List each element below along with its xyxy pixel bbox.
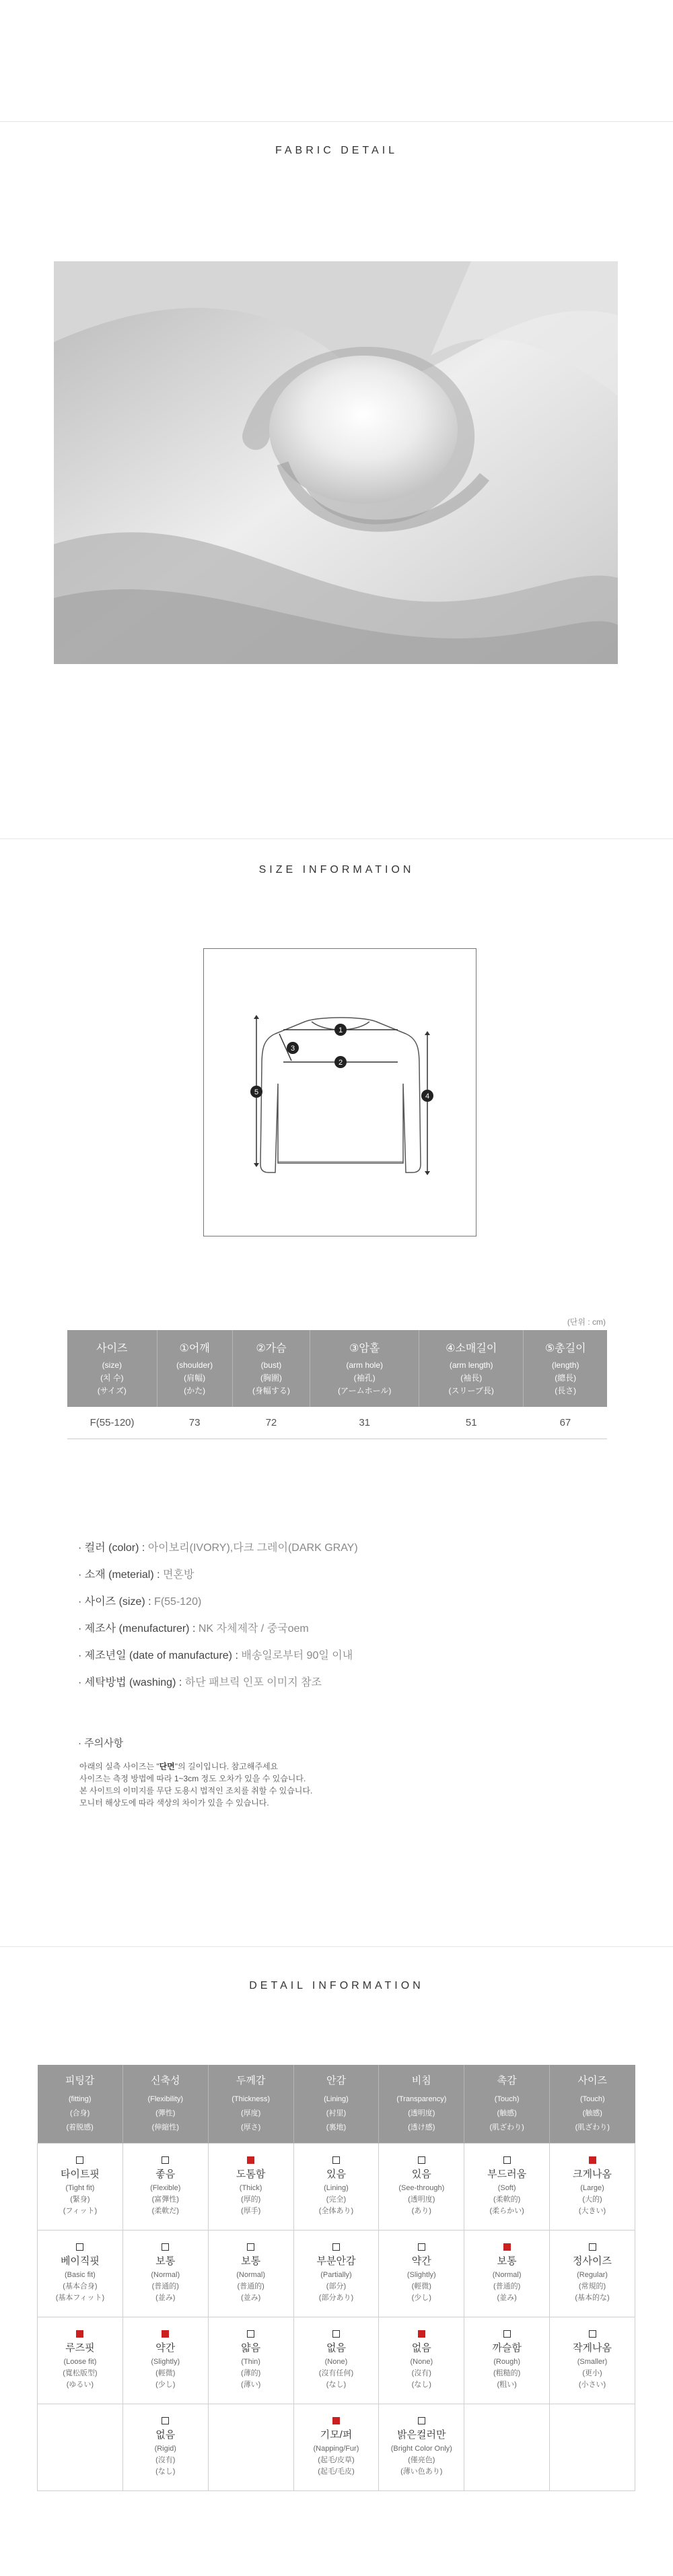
detail-header-sub: (肌ざわり) bbox=[489, 2123, 524, 2132]
detail-cell bbox=[379, 2404, 464, 2491]
checkbox-icon bbox=[418, 2243, 425, 2251]
detail-header-cell bbox=[464, 2065, 550, 2144]
size-information-title: SIZE INFORMATION bbox=[258, 864, 415, 876]
detail-option-sub: (更小) bbox=[582, 2369, 602, 2377]
checkbox-icon bbox=[589, 2330, 596, 2338]
detail-option-sub: (Tight fit) bbox=[65, 2184, 95, 2192]
notice-body bbox=[79, 1760, 312, 1809]
checkbox-icon bbox=[332, 2330, 340, 2338]
notice-line: 사이즈는 측정 방법에 따라 1~3cm 정도 오차가 있을 수 있습니다. bbox=[79, 1774, 306, 1783]
detail-option-sub: (小さい) bbox=[578, 2381, 606, 2389]
notice-line: 본 사이트의 이미지를 무단 도용시 법적인 조치를 취할 수 있습니다. bbox=[79, 1786, 313, 1795]
size-header-sub: (size) bbox=[102, 1360, 122, 1370]
detail-option-sub: (並み) bbox=[497, 2294, 517, 2302]
marker-5-label: 5 bbox=[254, 1088, 259, 1096]
detail-option-sub: (Napping/Fur) bbox=[313, 2445, 359, 2453]
detail-option-sub: (部分あり) bbox=[318, 2294, 354, 2302]
product-info bbox=[78, 1539, 358, 1700]
size-header-cell bbox=[524, 1330, 607, 1407]
detail-row bbox=[38, 2317, 635, 2404]
size-diagram bbox=[203, 948, 476, 1236]
detail-option-sub: (Basic fit) bbox=[65, 2271, 96, 2279]
detail-cell bbox=[293, 2231, 379, 2317]
detail-option-sub: (厚的) bbox=[240, 2195, 261, 2204]
detail-option-sub: (少し) bbox=[411, 2294, 431, 2302]
marker-1 bbox=[334, 1024, 347, 1036]
detail-header-main: 촉감 bbox=[497, 2075, 517, 2086]
detail-cell bbox=[293, 2144, 379, 2231]
detail-option-sub: (柔らかい) bbox=[489, 2207, 524, 2215]
detail-cell bbox=[550, 2317, 635, 2404]
detail-option-label: 까슬함 bbox=[492, 2342, 522, 2354]
checkbox-icon bbox=[332, 2243, 340, 2251]
checkbox-icon bbox=[503, 2156, 511, 2164]
size-cell: 72 bbox=[232, 1407, 310, 1439]
detail-header-sub: (彈性) bbox=[155, 2109, 176, 2117]
size-header-cell bbox=[419, 1330, 524, 1407]
detail-header-sub: (厚度) bbox=[240, 2109, 261, 2117]
detail-option-label: 약간 bbox=[411, 2255, 431, 2267]
size-header-sub: (치 수) bbox=[100, 1373, 124, 1383]
detail-option-sub: (普通的) bbox=[151, 2282, 179, 2290]
checkbox-icon bbox=[589, 2243, 596, 2251]
size-cell: 73 bbox=[157, 1407, 232, 1439]
detail-cell bbox=[38, 2231, 123, 2317]
size-header-main: 사이즈 bbox=[96, 1343, 128, 1354]
detail-header-cell bbox=[38, 2065, 123, 2144]
marker-3 bbox=[287, 1042, 299, 1054]
divider bbox=[0, 121, 673, 122]
detail-cell bbox=[379, 2144, 464, 2231]
detail-option-label: 작게나옴 bbox=[573, 2342, 612, 2354]
detail-header-sub: (Flexibility) bbox=[147, 2095, 184, 2103]
detail-option-sub: (Lining) bbox=[324, 2184, 349, 2192]
size-header-sub: (スリーブ長) bbox=[448, 1386, 494, 1395]
detail-header-sub: (透け感) bbox=[408, 2123, 435, 2132]
marker-2-label: 2 bbox=[338, 1059, 343, 1067]
notice-line bbox=[79, 1760, 312, 1773]
detail-cell bbox=[208, 2317, 293, 2404]
product-info-value: NK 자체제작 / 중국oem bbox=[198, 1623, 309, 1634]
detail-cell bbox=[550, 2404, 635, 2491]
detail-header-main: 안감 bbox=[326, 2075, 346, 2086]
detail-cell bbox=[208, 2231, 293, 2317]
detail-option-label: 기모/퍼 bbox=[320, 2429, 353, 2441]
detail-option-sub: (富彈性) bbox=[151, 2195, 179, 2204]
marker-5 bbox=[250, 1086, 262, 1098]
detail-option-label: 보통 bbox=[241, 2255, 261, 2267]
detail-option-label: 없음 bbox=[326, 2342, 346, 2354]
detail-cell bbox=[208, 2404, 293, 2491]
detail-cell bbox=[208, 2144, 293, 2231]
detail-option-sub: (薄的) bbox=[240, 2369, 261, 2377]
detail-option-label: 있음 bbox=[411, 2169, 431, 2180]
detail-option-sub: (沒有) bbox=[155, 2456, 176, 2464]
detail-cell bbox=[550, 2144, 635, 2231]
checkbox-icon bbox=[247, 2243, 254, 2251]
detail-option-label: 없음 bbox=[411, 2342, 431, 2354]
detail-option-sub: (大きい) bbox=[578, 2207, 606, 2215]
product-info-label: · 제조년일 (date of manufacture) : bbox=[78, 1650, 242, 1661]
detail-option-sub: (Large) bbox=[580, 2184, 604, 2192]
size-header-sub: (かた) bbox=[184, 1386, 206, 1395]
marker-1-label: 1 bbox=[338, 1026, 343, 1034]
size-table-header bbox=[67, 1330, 607, 1407]
detail-option-sub: (Soft) bbox=[497, 2184, 516, 2192]
size-header-cell bbox=[67, 1330, 157, 1407]
size-header-sub: (length) bbox=[551, 1360, 579, 1370]
detail-option-sub: (Bright Color Only) bbox=[390, 2445, 452, 2453]
detail-table bbox=[37, 2065, 635, 2491]
detail-cell bbox=[122, 2317, 208, 2404]
detail-cell bbox=[293, 2317, 379, 2404]
size-header-sub: (arm hole) bbox=[346, 1360, 384, 1370]
detail-option-label: 정사이즈 bbox=[573, 2255, 612, 2267]
size-header-cell bbox=[232, 1330, 310, 1407]
detail-header-cell bbox=[122, 2065, 208, 2144]
product-info-value: 면혼방 bbox=[163, 1569, 194, 1581]
detail-header-sub: (着脱感) bbox=[66, 2123, 94, 2132]
detail-option-sub: (輕微) bbox=[155, 2369, 176, 2377]
detail-header-sub: (触感) bbox=[497, 2109, 517, 2117]
detail-option-sub: (並み) bbox=[155, 2294, 176, 2302]
detail-option-sub: (寬松版型) bbox=[63, 2369, 98, 2377]
checkbox-icon bbox=[418, 2156, 425, 2164]
size-header-sub: (總長) bbox=[555, 1373, 577, 1383]
detail-option-label: 있음 bbox=[326, 2169, 346, 2180]
detail-option-sub: (少し) bbox=[155, 2381, 176, 2389]
detail-option-sub: (柔軟的) bbox=[493, 2195, 521, 2204]
detail-header-main: 두께감 bbox=[236, 2075, 266, 2086]
detail-option-sub: (Rough) bbox=[493, 2358, 521, 2366]
detail-cell bbox=[464, 2144, 550, 2231]
checkbox-icon bbox=[162, 2417, 169, 2424]
detail-option-sub: (透明度) bbox=[408, 2195, 435, 2204]
notice-text: 아래의 실측 사이즈는 " bbox=[79, 1762, 160, 1771]
detail-option-sub: (部分) bbox=[326, 2282, 347, 2290]
detail-option-sub: (基本合身) bbox=[63, 2282, 98, 2290]
checked-box-icon bbox=[332, 2417, 340, 2424]
detail-option-sub: (薄い) bbox=[240, 2381, 261, 2389]
detail-option-sub: (沒有) bbox=[411, 2369, 431, 2377]
detail-option-sub: (薄い色あり) bbox=[400, 2468, 443, 2476]
size-header-sub: (身幅する) bbox=[252, 1386, 290, 1395]
detail-header-sub: (触感) bbox=[582, 2109, 602, 2117]
checked-box-icon bbox=[76, 2330, 83, 2338]
size-header-main: ③암홀 bbox=[349, 1343, 380, 1354]
size-header-sub: (肩幅) bbox=[184, 1373, 206, 1383]
detail-cell bbox=[379, 2317, 464, 2404]
detail-option-sub: (Regular) bbox=[577, 2271, 608, 2279]
detail-option-sub: (Slightly) bbox=[151, 2358, 180, 2366]
detail-option-sub: (粗い) bbox=[497, 2381, 517, 2389]
detail-option-sub: (常規的) bbox=[578, 2282, 606, 2290]
detail-header-sub: (衬里) bbox=[326, 2109, 347, 2117]
size-cell: 67 bbox=[524, 1407, 607, 1439]
detail-row bbox=[38, 2231, 635, 2317]
detail-option-label: 루즈핏 bbox=[65, 2342, 95, 2354]
detail-option-sub: (なし) bbox=[411, 2381, 431, 2389]
detail-option-sub: (起毛/毛皮) bbox=[318, 2468, 355, 2476]
detail-cell bbox=[122, 2404, 208, 2491]
detail-option-sub: (Rigid) bbox=[154, 2445, 176, 2453]
detail-cell bbox=[464, 2404, 550, 2491]
detail-option-sub: (Normal) bbox=[236, 2271, 265, 2279]
divider bbox=[0, 1946, 673, 1947]
size-header-main: ⑤총길이 bbox=[544, 1343, 586, 1354]
detail-option-sub: (普通的) bbox=[237, 2282, 264, 2290]
detail-header-sub: (透明度) bbox=[408, 2109, 435, 2117]
marker-2 bbox=[334, 1056, 347, 1068]
detail-option-sub: (Flexible) bbox=[150, 2184, 181, 2192]
detail-header-cell bbox=[379, 2065, 464, 2144]
detail-row bbox=[38, 2404, 635, 2491]
detail-option-sub: (緊身) bbox=[70, 2195, 90, 2204]
detail-option-sub: (Normal) bbox=[151, 2271, 180, 2279]
detail-option-sub: (柔軟だ) bbox=[151, 2207, 179, 2215]
detail-option-sub: (Partially) bbox=[320, 2271, 352, 2279]
product-info-row bbox=[78, 1566, 358, 1593]
divider bbox=[0, 838, 673, 839]
detail-option-sub: (See-through) bbox=[398, 2184, 445, 2192]
product-info-row bbox=[78, 1620, 358, 1647]
detail-option-sub: (輕微) bbox=[411, 2282, 431, 2290]
checkbox-icon bbox=[76, 2243, 83, 2251]
detail-option-label: 크게나옴 bbox=[573, 2169, 612, 2180]
detail-header-cell bbox=[208, 2065, 293, 2144]
product-info-value: 배송일로부터 90일 이내 bbox=[241, 1650, 353, 1661]
detail-option-sub: (起毛/皮草) bbox=[318, 2456, 355, 2464]
size-header-main: ④소매길이 bbox=[446, 1343, 497, 1354]
detail-header-sub: (裏地) bbox=[326, 2123, 347, 2132]
detail-option-sub: (None) bbox=[324, 2358, 348, 2366]
detail-option-label: 부분안감 bbox=[316, 2255, 356, 2267]
checked-box-icon bbox=[589, 2156, 596, 2164]
detail-option-label: 밝은컬러만 bbox=[397, 2429, 446, 2441]
marker-4-label: 4 bbox=[425, 1092, 430, 1100]
product-info-value: 아이보리(IVORY),다크 그레이(DARK GRAY) bbox=[147, 1542, 358, 1554]
detail-header-main: 사이즈 bbox=[577, 2075, 608, 2086]
marker-3-label: 3 bbox=[290, 1045, 295, 1053]
size-header-sub: (arm length) bbox=[449, 1360, 493, 1370]
fabric-detail-title: FABRIC DETAIL bbox=[275, 145, 398, 156]
size-header-sub: (アームホール) bbox=[337, 1386, 392, 1395]
product-info-value: F(55-120) bbox=[154, 1596, 202, 1608]
product-info-label: · 제조사 (menufacturer) : bbox=[78, 1623, 199, 1634]
detail-cell bbox=[122, 2144, 208, 2231]
detail-cell bbox=[550, 2231, 635, 2317]
fabric-photo bbox=[54, 261, 618, 664]
detail-option-sub: (全体あり) bbox=[318, 2207, 354, 2215]
marker-4 bbox=[421, 1090, 433, 1102]
size-header-sub: (bust) bbox=[260, 1360, 282, 1370]
detail-option-sub: (Normal) bbox=[492, 2271, 522, 2279]
detail-header-sub: (合身) bbox=[70, 2109, 90, 2117]
detail-option-label: 얇음 bbox=[241, 2342, 261, 2354]
detail-option-sub: (厚手) bbox=[240, 2207, 261, 2215]
checkbox-icon bbox=[247, 2330, 254, 2338]
size-cell: F(55-120) bbox=[67, 1407, 157, 1439]
unit-label: (단위 : cm) bbox=[567, 1317, 606, 1327]
size-cell: 31 bbox=[310, 1407, 419, 1439]
size-header-sub: (袖長) bbox=[460, 1373, 483, 1383]
detail-option-sub: (僅亮色) bbox=[408, 2456, 435, 2464]
detail-information-title: DETAIL INFORMATION bbox=[249, 1980, 424, 1991]
size-row bbox=[67, 1407, 607, 1439]
size-header-cell bbox=[157, 1330, 232, 1407]
checkbox-icon bbox=[162, 2243, 169, 2251]
detail-option-label: 없음 bbox=[155, 2429, 176, 2441]
detail-row bbox=[38, 2144, 635, 2231]
detail-option-sub: (大的) bbox=[582, 2195, 602, 2204]
product-info-label: · 세탁방법 (washing) : bbox=[78, 1677, 185, 1688]
detail-option-label: 부드러움 bbox=[487, 2169, 527, 2180]
detail-header-sub: (Touch) bbox=[579, 2095, 605, 2103]
product-info-label: · 컬러 (color) : bbox=[78, 1542, 148, 1554]
detail-header-main: 비침 bbox=[411, 2075, 431, 2086]
detail-option-sub: (普通的) bbox=[493, 2282, 521, 2290]
checked-box-icon bbox=[418, 2330, 425, 2338]
detail-cell bbox=[464, 2231, 550, 2317]
detail-header-sub: (Transparency) bbox=[396, 2095, 447, 2103]
detail-option-sub: (Loose fit) bbox=[63, 2358, 97, 2366]
detail-cell bbox=[122, 2231, 208, 2317]
detail-option-label: 도톰함 bbox=[236, 2169, 266, 2180]
detail-header-main: 피팅감 bbox=[65, 2075, 95, 2086]
detail-header-main: 신축성 bbox=[151, 2075, 180, 2086]
size-header-sub: (shoulder) bbox=[176, 1360, 213, 1370]
product-info-row bbox=[78, 1593, 358, 1620]
detail-header-sub: (伸縮性) bbox=[151, 2123, 179, 2132]
detail-cell bbox=[464, 2317, 550, 2404]
detail-table-header bbox=[38, 2065, 635, 2144]
detail-option-sub: (なし) bbox=[155, 2468, 176, 2476]
checkbox-icon bbox=[162, 2156, 169, 2164]
checkbox-icon bbox=[503, 2330, 511, 2338]
detail-header-sub: (肌ざわり) bbox=[575, 2123, 610, 2132]
checked-box-icon bbox=[162, 2330, 169, 2338]
detail-cell bbox=[293, 2404, 379, 2491]
detail-cell bbox=[38, 2144, 123, 2231]
detail-option-sub: (Smaller) bbox=[577, 2358, 608, 2366]
size-cell: 51 bbox=[419, 1407, 524, 1439]
size-table bbox=[67, 1330, 607, 1439]
detail-option-label: 타이트핏 bbox=[60, 2169, 100, 2180]
detail-header-cell bbox=[550, 2065, 635, 2144]
checkbox-icon bbox=[76, 2156, 83, 2164]
product-info-label: · 소재 (meterial) : bbox=[78, 1569, 164, 1581]
detail-option-sub: (基本的な) bbox=[575, 2294, 610, 2302]
detail-option-label: 베이직핏 bbox=[60, 2255, 100, 2267]
detail-option-sub: (並み) bbox=[240, 2294, 261, 2302]
size-header-cell bbox=[310, 1330, 419, 1407]
detail-option-sub: (フィット) bbox=[63, 2207, 98, 2215]
detail-option-sub: (あり) bbox=[411, 2207, 431, 2215]
size-header-sub: (サイズ) bbox=[97, 1386, 127, 1395]
detail-option-sub: (Slightly) bbox=[406, 2271, 436, 2279]
product-info-row bbox=[78, 1539, 358, 1566]
product-info-row bbox=[78, 1674, 358, 1700]
detail-option-sub: (None) bbox=[410, 2358, 433, 2366]
detail-option-sub: (完全) bbox=[326, 2195, 347, 2204]
detail-option-label: 보통 bbox=[497, 2255, 517, 2267]
detail-option-label: 보통 bbox=[155, 2255, 176, 2267]
detail-cell bbox=[38, 2317, 123, 2404]
size-header-main: ②가슴 bbox=[256, 1343, 287, 1354]
detail-header-cell bbox=[293, 2065, 379, 2144]
detail-header-sub: (Touch) bbox=[494, 2095, 520, 2103]
detail-cell bbox=[379, 2231, 464, 2317]
notice-title: · 주의사항 bbox=[78, 1738, 124, 1749]
product-info-label: · 사이즈 (size) : bbox=[78, 1596, 155, 1608]
notice-bold: 단면 bbox=[159, 1762, 175, 1771]
detail-header-sub: (厚さ) bbox=[240, 2123, 261, 2132]
detail-option-sub: (ゆるい) bbox=[66, 2381, 94, 2389]
detail-option-label: 약간 bbox=[155, 2342, 176, 2354]
detail-option-sub: (粗糙的) bbox=[493, 2369, 521, 2377]
size-header-sub: (長さ) bbox=[555, 1386, 577, 1395]
size-header-main: ①어깨 bbox=[179, 1343, 210, 1354]
detail-option-sub: (基本フィット) bbox=[55, 2294, 105, 2302]
notice-text: "의 길이입니다. 참고해주세요 bbox=[174, 1762, 279, 1771]
checkbox-icon bbox=[332, 2156, 340, 2164]
notice-line: 모니터 해상도에 따라 색상의 차이가 있을 수 있습니다. bbox=[79, 1798, 269, 1808]
size-header-sub: (胸圍) bbox=[260, 1373, 282, 1383]
checkbox-icon bbox=[418, 2417, 425, 2424]
detail-header-sub: (Lining) bbox=[324, 2095, 349, 2103]
detail-option-sub: (Thick) bbox=[239, 2184, 262, 2192]
detail-option-sub: (なし) bbox=[326, 2381, 347, 2389]
detail-option-sub: (Thin) bbox=[241, 2358, 260, 2366]
checked-box-icon bbox=[247, 2156, 254, 2164]
detail-header-sub: (fitting) bbox=[68, 2095, 92, 2103]
detail-cell bbox=[38, 2404, 123, 2491]
detail-option-sub: (沒有任何) bbox=[318, 2369, 354, 2377]
detail-option-label: 좋음 bbox=[155, 2169, 176, 2180]
product-info-row bbox=[78, 1647, 358, 1674]
product-info-value: 하단 패브릭 인포 이미지 참조 bbox=[184, 1677, 322, 1688]
size-header-sub: (袖孔) bbox=[353, 1373, 376, 1383]
checked-box-icon bbox=[503, 2243, 511, 2251]
detail-header-sub: (Thickness) bbox=[232, 2095, 271, 2103]
